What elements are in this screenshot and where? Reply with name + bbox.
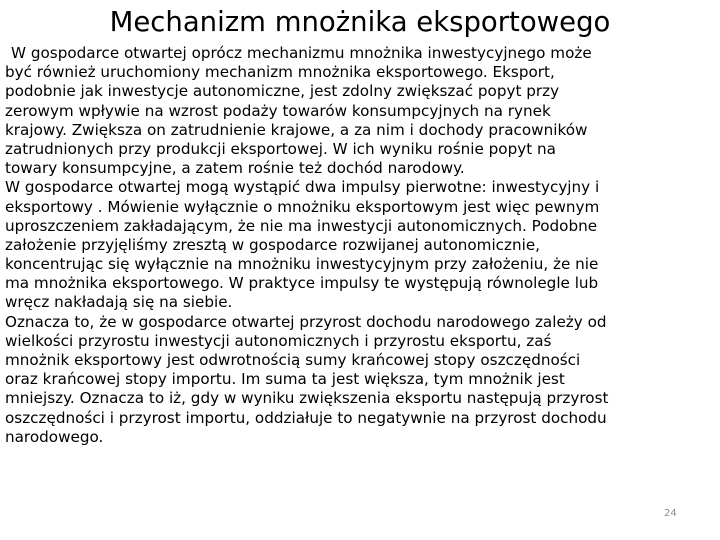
paragraph-3	[5, 313, 717, 447]
text-line: krajowy. Zwiększa on zatrudnienie krajowe, a za nim i dochody pracowników	[5, 120, 588, 139]
text-line: uproszczeniem zakładającym, że nie ma inwestycji autonomicznych. Podobne	[5, 216, 598, 235]
text-line: W gospodarce otwartej mogą wystąpić dwa impulsy pierwotne: inwestycyjny i	[5, 178, 600, 197]
slide-body	[5, 44, 717, 447]
text-line: wręcz nakładają się na siebie.	[5, 293, 233, 312]
text-line: założenie przyjęliśmy zresztą w gospodarce rozwijanej autonomicznie,	[5, 235, 541, 254]
text-line: eksportowy . Mówienie wyłącznie o mnożniku eksportowym jest więc pewnym	[5, 197, 600, 216]
text-line: zerowym wpływie na wzrost podaży towarów konsumpcyjnych na rynek	[5, 101, 551, 120]
text-line: zatrudnionych przy produkcji eksportowej. W ich wyniku rośnie popyt na	[5, 139, 556, 158]
text-line: podobnie jak inwestycje autonomiczne, jest zdolny zwiększać popyt przy	[5, 82, 560, 101]
text-line: W gospodarce otwartej oprócz mechanizmu mnożnika inwestycyjnego może	[11, 44, 592, 62]
text-line: oszczędności i przyrost importu, oddziałuje to negatywnie na przyrost dochodu	[5, 408, 607, 427]
text-line: mniejszy. Oznacza to iż, gdy w wyniku zwiększenia eksportu następują przyrost	[5, 389, 609, 408]
text-line: Oznacza to, że w gospodarce otwartej przyrost dochodu narodowego zależy od	[5, 312, 607, 331]
paragraph-2	[5, 178, 717, 312]
text-line: towary konsumpcyjne, a zatem rośnie też dochód narodowy.	[5, 159, 465, 178]
text-line: koncentrując się wyłącznie na mnożniku inwestycyjnym przy założeniu, że nie	[5, 255, 599, 274]
slide-title: Mechanizm mnożnika eksportowego	[109, 6, 611, 38]
text-line: narodowego.	[5, 427, 104, 446]
text-line: wielkości przyrostu inwestycji autonomicznych i przyrostu eksportu, zaś	[5, 331, 552, 350]
page-number: 24	[664, 508, 677, 519]
text-line: być również uruchomiony mechanizm mnożnika eksportowego. Eksport,	[5, 63, 555, 82]
text-line: ma mnożnika eksportowego. W praktyce impulsy te występują równolegle lub	[5, 274, 599, 293]
text-line: oraz krańcowej stopy importu. Im suma ta jest większa, tym mnożnik jest	[5, 370, 565, 389]
paragraph-1	[5, 44, 717, 178]
text-line: mnożnik eksportowy jest odwrotnością sumy krańcowej stopy oszczędności	[5, 351, 581, 369]
